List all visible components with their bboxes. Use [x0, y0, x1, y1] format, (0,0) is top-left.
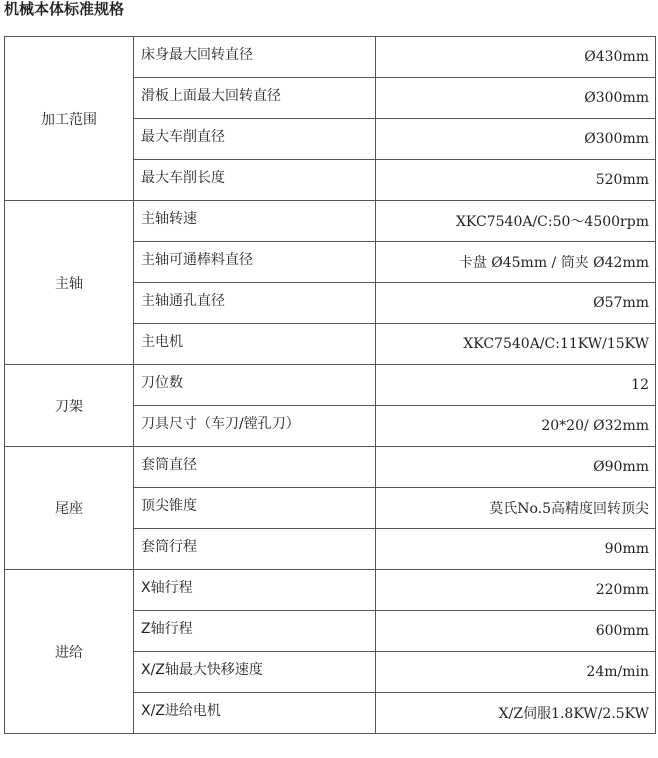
parameter-name: 刀具尺寸（车刀/镗孔刀） [134, 406, 376, 447]
table-row [5, 37, 656, 78]
group-label: 加工范围 [5, 37, 134, 201]
parameter-name: 套筒行程 [134, 529, 376, 570]
parameter-name: 主轴通孔直径 [134, 283, 376, 324]
parameter-value: XKC7540A/C:50～4500rpm [376, 201, 656, 242]
table-row [5, 201, 656, 242]
table-row [5, 365, 656, 406]
parameter-value: 12 [376, 365, 656, 406]
parameter-value: 220mm [376, 570, 656, 611]
group-label: 进给 [5, 570, 134, 734]
table-row [5, 447, 656, 488]
group-label: 主轴 [5, 201, 134, 365]
parameter-name: 滑板上面最大回转直径 [134, 78, 376, 119]
parameter-name: 主电机 [134, 324, 376, 365]
parameter-value: Ø300mm [376, 78, 656, 119]
parameter-name: X/Z轴最大快移速度 [134, 652, 376, 693]
parameter-name: 最大车削长度 [134, 160, 376, 201]
parameter-name: 套筒直径 [134, 447, 376, 488]
spec-table [4, 36, 656, 734]
parameter-value: 520mm [376, 160, 656, 201]
parameter-value: X/Z伺服1.8KW/2.5KW [376, 693, 656, 734]
parameter-value: 90mm [376, 529, 656, 570]
parameter-name: 最大车削直径 [134, 119, 376, 160]
table-row [5, 570, 656, 611]
parameter-name: 主轴转速 [134, 201, 376, 242]
parameter-name: 刀位数 [134, 365, 376, 406]
group-label: 刀架 [5, 365, 134, 447]
page-title: 机械本体标准规格 [4, 0, 125, 18]
parameter-value: 20*20/ Ø32mm [376, 406, 656, 447]
group-label: 尾座 [5, 447, 134, 570]
parameter-name: Z轴行程 [134, 611, 376, 652]
parameter-value: Ø90mm [376, 447, 656, 488]
parameter-value: Ø300mm [376, 119, 656, 160]
parameter-value: Ø57mm [376, 283, 656, 324]
parameter-name: 主轴可通棒料直径 [134, 242, 376, 283]
parameter-value: 卡盘 Ø45mm / 筒夹 Ø42mm [376, 242, 656, 283]
parameter-value: XKC7540A/C:11KW/15KW [376, 324, 656, 365]
parameter-value: 莫氏No.5高精度回转顶尖 [376, 488, 656, 529]
parameter-name: 床身最大回转直径 [134, 37, 376, 78]
parameter-name: X轴行程 [134, 570, 376, 611]
parameter-value: Ø430mm [376, 37, 656, 78]
parameter-name: 顶尖锥度 [134, 488, 376, 529]
parameter-value: 24m/min [376, 652, 656, 693]
parameter-value: 600mm [376, 611, 656, 652]
parameter-name: X/Z进给电机 [134, 693, 376, 734]
